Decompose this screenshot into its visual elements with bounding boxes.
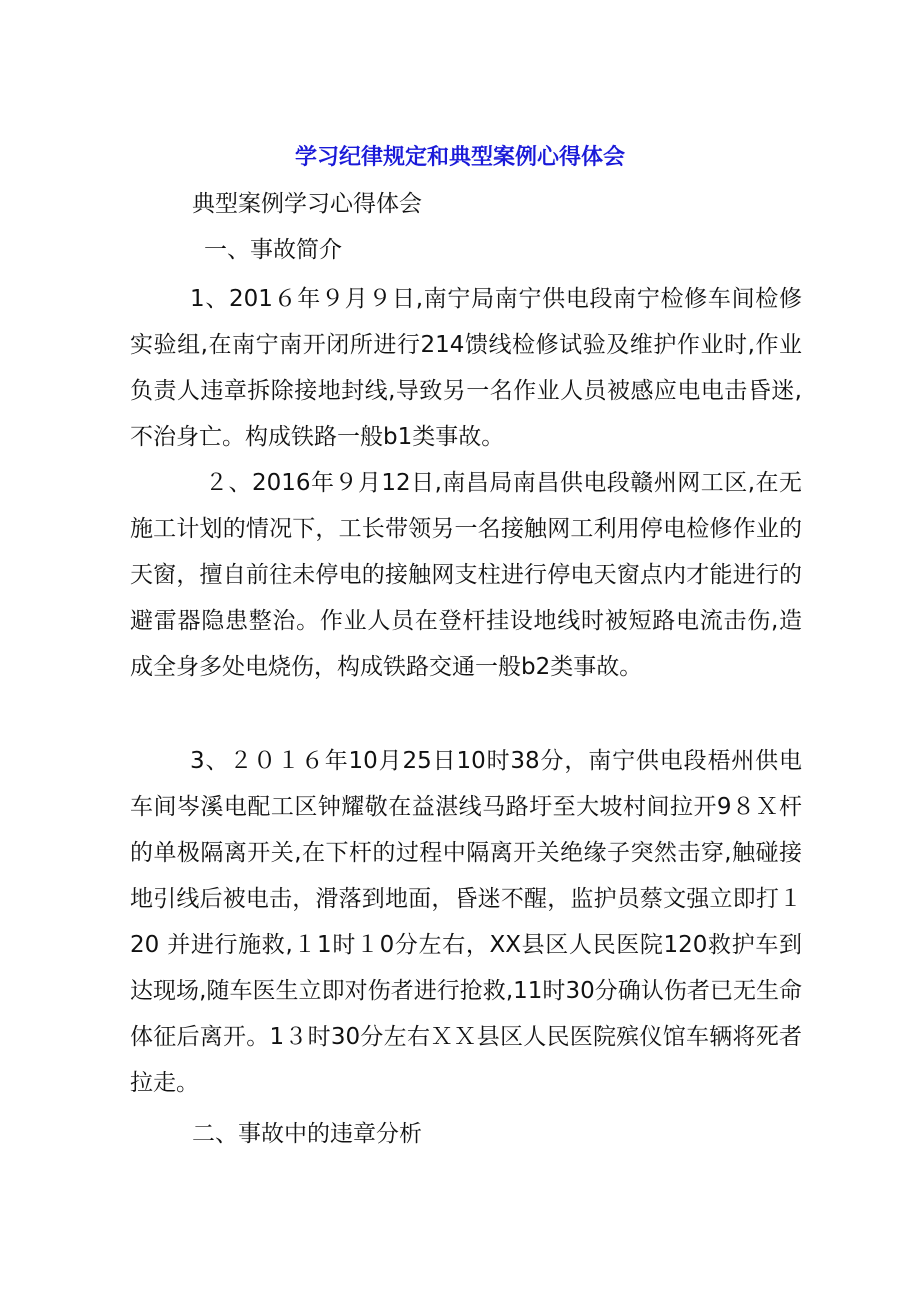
case-2-paragraph: ２、2016年９月12日,南昌局南昌供电段赣州网工区,在无施工计划的情况下，工长带领另一名接触网工利用停电检修作业的天窗，擅自前往未停电的接触网支柱进行停电天窗点内才能进行的避雷器隐患整治。作业人员在登杆挂设地线时被短路电流击伤,造成全身多处电烧伤，构成铁路交通一般b2类事故。 xyxy=(130,470,802,680)
section-2-heading: 二、事故中的违章分析 xyxy=(192,1121,422,1147)
case-1-paragraph: 1、201６年９月９日,南宁局南宁供电段南宁检修车间检修实验组,在南宁南开闭所进行214馈线检修试验及维护作业时,作业负责人违章拆除接地封线,导致另一名作业人员被感应电电击昏迷,不治身亡。构成铁路一般b1类事故。 xyxy=(130,286,802,450)
case-3-paragraph: 3、２０１６年10月25日10时38分，南宁供电段梧州供电车间岑溪电配工区钟耀敬在益湛线马路圩至大坡村间拉开9８Ｘ杆的单极隔离开关,在下杆的过程中隔离开关绝缘子突然击穿,触碰接地引线后被电击，滑落到地面，昏迷不醒，监护员蔡文强立即打１20 并进行施救,１1时１0分左右，XX县区人民医院120救护车到达现场,随车医生立即对伤者进行抢救,11时30分确认伤者已无生命体征后离开。1３时30分左右ＸＸ县区人民医院殡仪馆车辆将死者拉走。 xyxy=(130,748,802,1096)
document-title: 学习纪律规定和典型案例心得体会 xyxy=(294,145,625,170)
document-subtitle: 典型案例学习心得体会 xyxy=(192,191,422,217)
section-1-heading: 一、事故简介 xyxy=(204,237,342,263)
